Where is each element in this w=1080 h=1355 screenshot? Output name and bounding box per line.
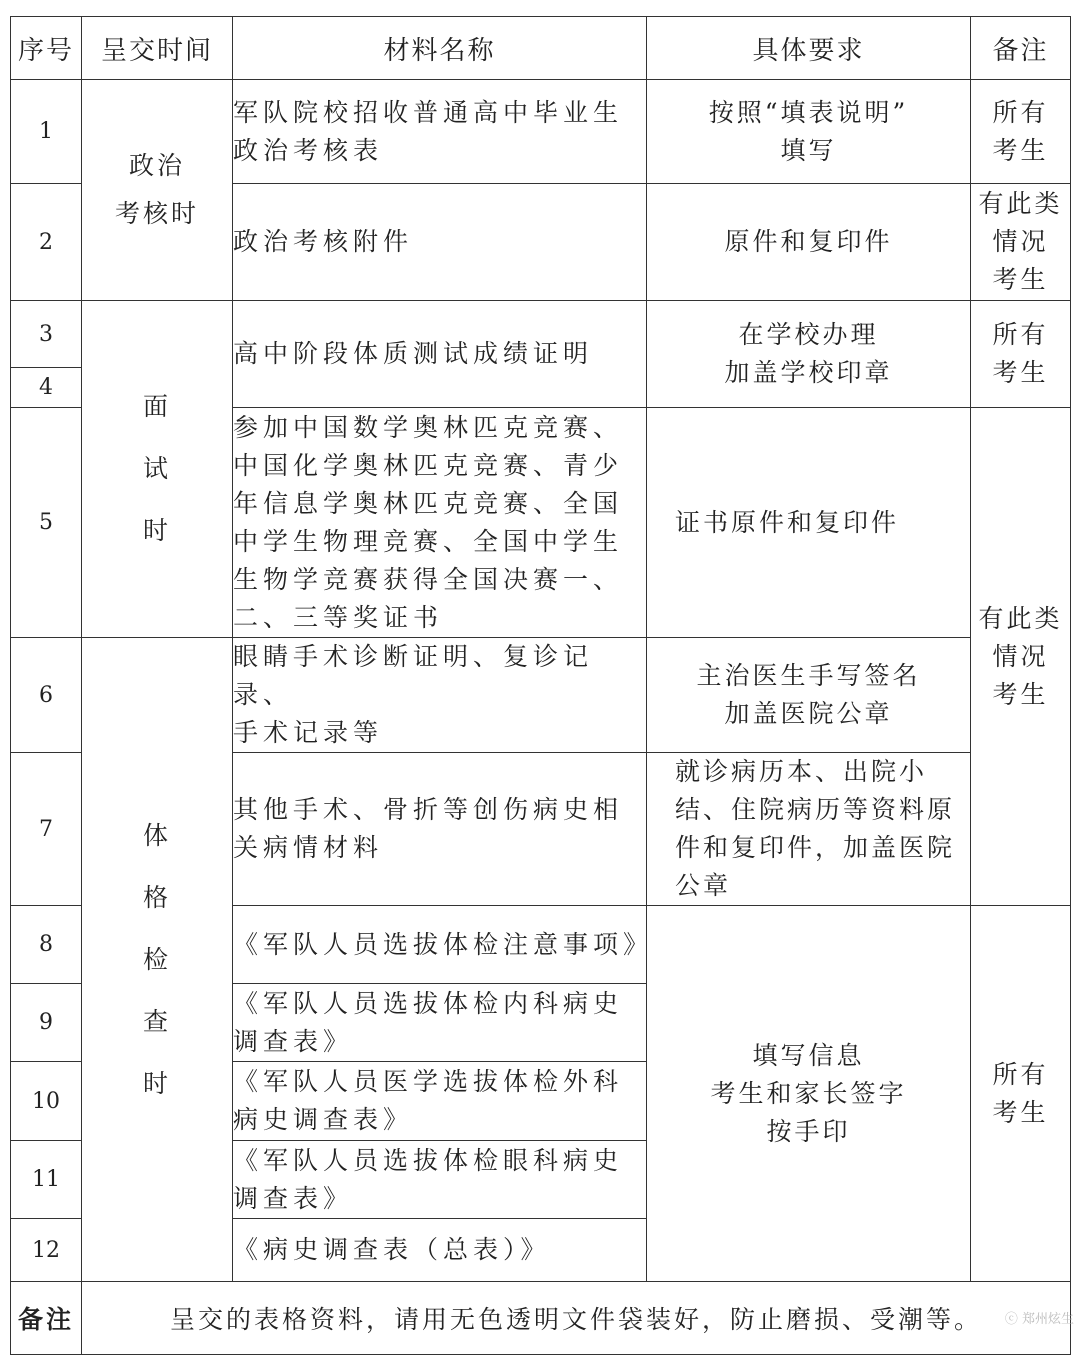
- header-material: 材料名称: [233, 17, 647, 80]
- note: 所有 考生: [971, 906, 1071, 1282]
- row-no: 6: [11, 638, 82, 753]
- note: 所有 考生: [971, 301, 1071, 408]
- stage-physical: 体 格 检 查 时: [82, 638, 233, 1282]
- table-row: [11, 638, 1071, 753]
- material-name: 《病史调查表（总表）》: [233, 1219, 647, 1282]
- note: 有此类 情况 考生: [971, 408, 1071, 906]
- row-no: 1: [11, 80, 82, 184]
- note: 所有 考生: [971, 80, 1071, 184]
- header-no: 序号: [11, 17, 82, 80]
- requirement: 证书原件和复印件: [647, 408, 971, 638]
- requirement: 在学校办理 加盖学校印章: [647, 301, 971, 408]
- requirement: 就诊病历本、出院小结、住院病历等资料原件和复印件，加盖医院公章: [647, 753, 971, 906]
- materials-table: [10, 16, 1071, 1355]
- material-name: 其他手术、骨折等创伤病史相关病情材料: [233, 753, 647, 906]
- row-no: 3: [11, 301, 82, 368]
- row-no: 5: [11, 408, 82, 638]
- material-name: 军队院校招收普通高中毕业生 政治考核表: [233, 80, 647, 184]
- requirement: 按照“填表说明” 填写: [647, 80, 971, 184]
- row-no: 8: [11, 906, 82, 984]
- material-name: 《军队人员选拔体检注意事项》: [233, 906, 647, 984]
- row-no: 7: [11, 753, 82, 906]
- material-name: 《军队人员医学选拔体检外科病史调查表》: [233, 1062, 647, 1141]
- material-name: 高中阶段体质测试成绩证明: [233, 301, 647, 408]
- footer-row: [11, 1282, 1071, 1355]
- watermark: ⓒ 郑州炫生: [1004, 1312, 1074, 1327]
- note: 有此类 情况 考生: [971, 184, 1071, 301]
- header-time: 呈交时间: [82, 17, 233, 80]
- header-note: 备注: [971, 17, 1071, 80]
- requirement: 填写信息 考生和家长签字 按手印: [647, 906, 971, 1282]
- material-name: 眼睛手术诊断证明、复诊记录、 手术记录等: [233, 638, 647, 753]
- requirement: 主治医生手写签名 加盖医院公章: [647, 638, 971, 753]
- row-no: 11: [11, 1141, 82, 1219]
- row-no: 12: [11, 1219, 82, 1282]
- table-row: [11, 301, 1071, 368]
- row-no: 9: [11, 984, 82, 1062]
- material-name: 《军队人员选拔体检眼科病史调查表》: [233, 1141, 647, 1219]
- header-row: [11, 17, 1071, 80]
- row-no: 2: [11, 184, 82, 301]
- footer-text: 呈交的表格资料，请用无色透明文件袋装好，防止磨损、受潮等。: [82, 1282, 1071, 1355]
- row-no: 10: [11, 1062, 82, 1141]
- stage-political: 政治 考核时: [82, 80, 233, 301]
- header-requirement: 具体要求: [647, 17, 971, 80]
- footer-label: 备注: [11, 1282, 82, 1355]
- material-name: 《军队人员选拔体检内科病史调查表》: [233, 984, 647, 1062]
- material-name: 政治考核附件: [233, 184, 647, 301]
- row-no: 4: [11, 368, 82, 408]
- material-name: 参加中国数学奥林匹克竞赛、中国化学奥林匹克竞赛、青少年信息学奥林匹克竞赛、全国中学生物理竞赛、全国中学生生物学竞赛获得全国决赛一、二、三等奖证书: [233, 408, 647, 638]
- requirement: 原件和复印件: [647, 184, 971, 301]
- table-row: [11, 80, 1071, 184]
- stage-interview: 面 试 时: [82, 301, 233, 638]
